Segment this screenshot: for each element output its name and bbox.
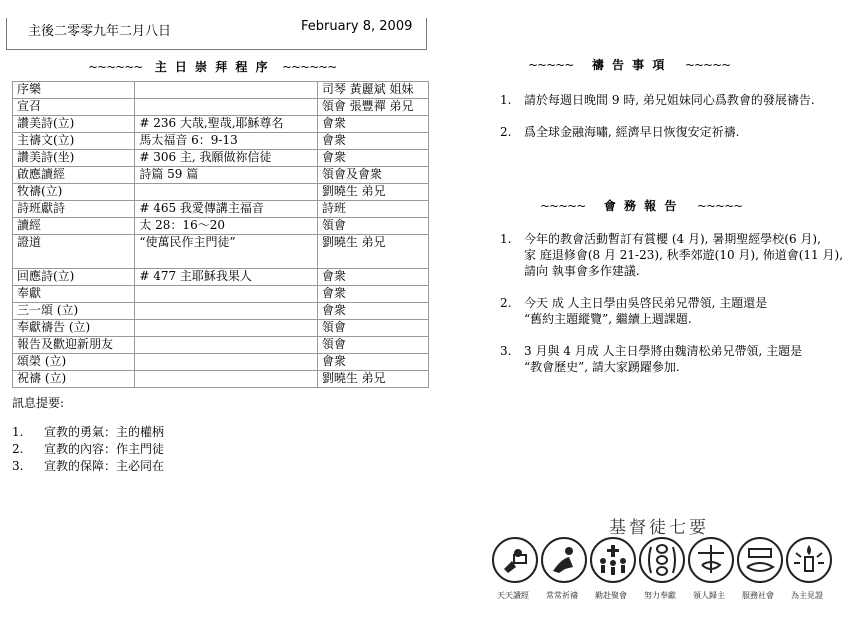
item-number: 1. [500, 232, 512, 246]
program-item: 讚美詩(坐) [13, 150, 135, 167]
sermon-outline-title: 訊息提要: [12, 396, 65, 410]
program-leader: 劉曉生 弟兄 [317, 235, 428, 269]
program-detail: 詩篇 59 篇 [135, 167, 318, 184]
list-item [500, 231, 852, 279]
list-item [500, 92, 852, 108]
icon-label: 為主見證 [791, 591, 823, 600]
evangelism-icon [688, 537, 734, 583]
program-item: 奉獻禱告 (立) [13, 320, 135, 337]
praying-icon [541, 537, 587, 583]
item-number: 2. [500, 125, 512, 139]
program-detail [135, 99, 318, 116]
program-leader: 領會及會衆 [317, 167, 428, 184]
program-detail [135, 354, 318, 371]
table-row [13, 184, 429, 201]
item-line: 請向 執事會多作建議. [524, 264, 640, 278]
service-icon [737, 537, 783, 583]
program-leader: 會衆 [317, 354, 428, 371]
affairs-title-row [540, 197, 742, 214]
program-item: 啟應讀經 [13, 167, 135, 184]
item-number: 3. [500, 344, 512, 358]
table-row [13, 218, 429, 235]
table-row [13, 269, 429, 286]
program-leader: 會衆 [317, 286, 428, 303]
program-title: 主 日 崇 拜 程 序 [154, 60, 270, 74]
program-detail: # 306 主, 我願做祢信徒 [135, 150, 318, 167]
program-leader: 領會 [317, 337, 428, 354]
table-row [13, 371, 429, 388]
list-item [12, 424, 164, 441]
program-item: 主禱文(立) [13, 133, 135, 150]
program-leader: 領會 張豐禪 弟兄 [317, 99, 428, 116]
program-detail [135, 303, 318, 320]
item-line: 3 月與 4 月成 人主日學將由魏清松弟兄帶領, 主題是 [524, 344, 803, 358]
program-detail: # 236 大哉,聖哉,耶穌尊名 [135, 116, 318, 133]
worship-program-table [12, 81, 429, 388]
program-leader: 會衆 [317, 133, 428, 150]
affairs-title: 會 務 報 告 [603, 199, 679, 213]
item-line: 今天 成 人主日學由吳啓民弟兄帶領, 主題還是 [524, 296, 768, 310]
item-line: 今年的教會活動暫訂有賞櫻 (4 月), 暑期聖經學校(6 月), [524, 232, 821, 246]
program-leader: 會衆 [317, 116, 428, 133]
wave-decoration: ~~~~~ [684, 58, 731, 72]
table-row [13, 150, 429, 167]
list-item [12, 458, 164, 475]
program-detail: “使萬民作主門徒” [135, 235, 318, 269]
list-item [12, 441, 164, 458]
table-row [13, 99, 429, 116]
list-item [500, 124, 852, 140]
wave-decoration: ~~~~~ [540, 199, 586, 213]
program-item: 讀經 [13, 218, 135, 235]
program-leader: 領會 [317, 320, 428, 337]
table-row [13, 167, 429, 184]
program-detail: 太 28：16～20 [135, 218, 318, 235]
table-row [13, 286, 429, 303]
item-number: 2. [500, 296, 512, 310]
wave-decoration: ~~~~~~ [88, 60, 143, 74]
table-row [13, 235, 429, 269]
item-text: 爲全球金融海嘯, 經濟早日恢復安定祈禱. [524, 125, 740, 139]
item-line: “教會歷史”, 請大家踴躍參加. [524, 360, 680, 374]
item-number: 3. [12, 459, 24, 473]
program-leader: 會衆 [317, 303, 428, 320]
program-item: 詩班獻詩 [13, 201, 135, 218]
table-row [13, 320, 429, 337]
icon-label: 領人歸主 [693, 591, 725, 600]
program-leader: 詩班 [317, 201, 428, 218]
program-detail: 馬太福音 6：9-13 [135, 133, 318, 150]
program-item: 頌榮 (立) [13, 354, 135, 371]
affairs-list [500, 231, 852, 375]
program-item: 序樂 [13, 82, 135, 99]
list-item [500, 295, 852, 327]
wave-decoration: ~~~~~ [696, 199, 743, 213]
program-item: 祝禱 (立) [13, 371, 135, 388]
program-detail [135, 82, 318, 99]
program-leader: 領會 [317, 218, 428, 235]
item-line: “舊約主題縱覽”, 繼續上週課題. [524, 312, 692, 326]
item-text: 宣教的內容：作主門徒 [44, 442, 165, 456]
program-item: 證道 [13, 235, 135, 269]
program-detail [135, 184, 318, 201]
prayer-title: 禱 告 事 項 [591, 58, 667, 72]
icon-label: 努力奉獻 [644, 591, 676, 600]
item-text: 宣教的保障：主必同在 [44, 459, 165, 473]
reading-bible-icon [492, 537, 538, 583]
sermon-outline-list [12, 424, 164, 475]
header-date-english: February 8, 2009 [301, 19, 413, 34]
program-item: 讚美詩(立) [13, 116, 135, 133]
table-row [13, 201, 429, 218]
giving-icon [639, 537, 685, 583]
seven-essentials-title: 基督徒七要 [609, 518, 709, 538]
program-item: 三一頌 (立) [13, 303, 135, 320]
witness-icon [786, 537, 832, 583]
program-leader: 會衆 [317, 269, 428, 286]
table-row [13, 133, 429, 150]
program-detail [135, 320, 318, 337]
program-title-row [88, 58, 336, 75]
item-text: 宣教的勇氣：主的權柄 [44, 425, 165, 439]
program-detail: # 465 我愛傳講主福音 [135, 201, 318, 218]
program-detail: # 477 主耶穌我果人 [135, 269, 318, 286]
icon-label: 天天讀經 [497, 591, 529, 600]
item-number: 2. [12, 442, 24, 456]
wave-decoration: ~~~~~~ [281, 60, 337, 74]
program-detail [135, 286, 318, 303]
prayer-list [500, 92, 852, 140]
item-line: 家 庭退修會(8 月 21-23), 秋季郊遊(10 月), 佈道會(11 月), [524, 248, 844, 262]
table-row [13, 82, 429, 99]
program-leader: 劉曉生 弟兄 [317, 371, 428, 388]
gathering-icon [590, 537, 636, 583]
item-number: 1. [500, 93, 512, 107]
table-row [13, 337, 429, 354]
prayer-title-row [528, 56, 730, 73]
icon-label: 常常祈禱 [546, 591, 578, 600]
program-leader: 劉曉生 弟兄 [317, 184, 428, 201]
item-number: 1. [12, 425, 24, 439]
program-item: 報告及歡迎新朋友 [13, 337, 135, 354]
program-item: 回應詩(立) [13, 269, 135, 286]
header-date-chinese: 主後二零零九年二月八日 [28, 24, 172, 39]
table-row [13, 116, 429, 133]
program-item: 牧禱(立) [13, 184, 135, 201]
list-item [500, 343, 852, 375]
program-detail [135, 371, 318, 388]
program-item: 奉獻 [13, 286, 135, 303]
item-text: 請於每週日晚間 9 時, 弟兄姐妹同心爲教會的發展禱告. [524, 93, 815, 107]
program-leader: 司琴 黃麗斌 姐妹 [317, 82, 428, 99]
program-leader: 會衆 [317, 150, 428, 167]
table-row [13, 354, 429, 371]
program-detail [135, 337, 318, 354]
icon-label: 服務社會 [742, 591, 774, 600]
icon-label: 勤赴聚會 [595, 591, 627, 600]
wave-decoration: ~~~~~ [528, 58, 574, 72]
table-row [13, 303, 429, 320]
program-item: 宣召 [13, 99, 135, 116]
